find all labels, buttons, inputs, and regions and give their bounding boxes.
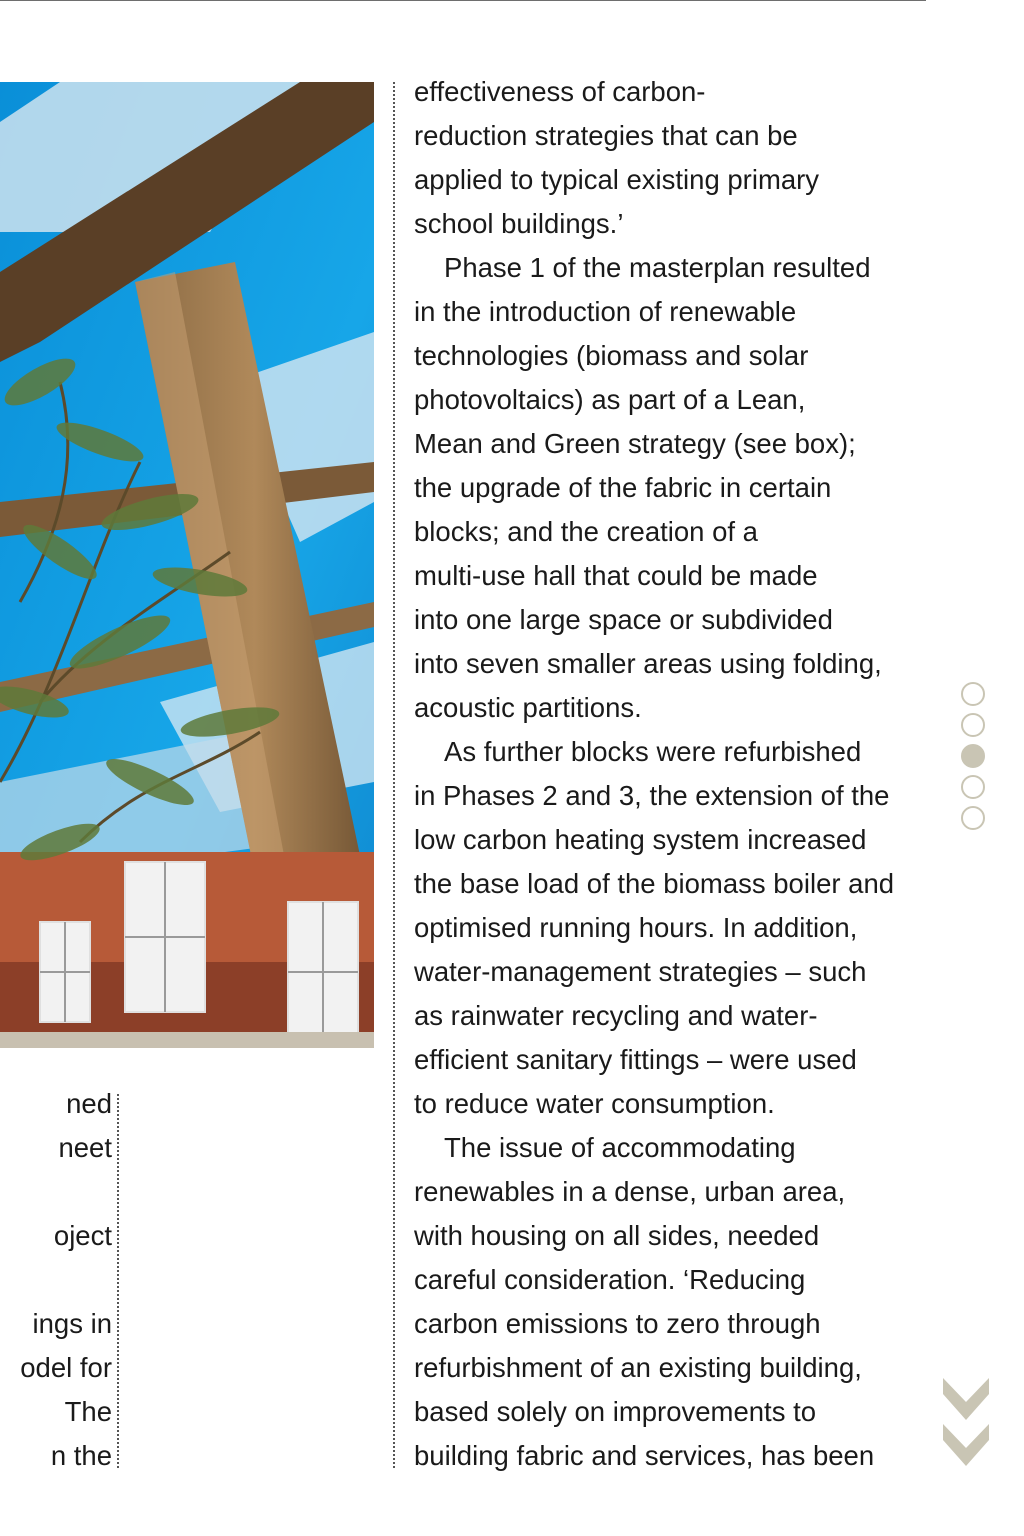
- column-divider-right: [393, 82, 395, 1468]
- double-chevron-down-icon[interactable]: [943, 1378, 989, 1474]
- paragraph-line: blocks; and the creation of a: [414, 516, 758, 547]
- paragraph-line: low carbon heating system increased: [414, 824, 867, 855]
- fragment-line: ings in: [32, 1308, 112, 1339]
- paragraph-line: as rainwater recycling and water-: [414, 1000, 818, 1031]
- main-text-column: [414, 70, 934, 1478]
- fragment-line: The: [64, 1396, 112, 1427]
- column-divider-left: [117, 1094, 119, 1468]
- fragment-line: neet: [58, 1132, 112, 1163]
- paragraph-line: The issue of accommodating: [444, 1132, 796, 1163]
- paragraph-line: based solely on improvements to: [414, 1396, 817, 1427]
- fragment-line: odel for: [20, 1352, 112, 1383]
- paragraph-line: building fabric and services, has been: [414, 1440, 875, 1471]
- paragraph-line: into one large space or subdivided: [414, 604, 833, 635]
- left-text-column-fragment: [0, 1082, 112, 1478]
- paragraph-line: technologies (biomass and solar: [414, 340, 809, 371]
- paragraph-line: in Phases 2 and 3, the extension of the: [414, 780, 890, 811]
- paragraph-line: to reduce water consumption.: [414, 1088, 775, 1119]
- page-dot-3-active[interactable]: [961, 744, 985, 768]
- paragraph-line: renewables in a dense, urban area,: [414, 1176, 846, 1207]
- page-dot-2[interactable]: [961, 713, 985, 737]
- paragraph-line: the base load of the biomass boiler and: [414, 868, 895, 899]
- paragraph-line: careful consideration. ‘Reducing: [414, 1264, 806, 1295]
- paragraph-line: effectiveness of carbon-: [414, 76, 706, 107]
- page-indicator: [961, 682, 987, 837]
- paragraph-line: acoustic partitions.: [414, 692, 642, 723]
- paragraph-line: in the introduction of renewable: [414, 296, 797, 327]
- paragraph-line: optimised running hours. In addition,: [414, 912, 858, 943]
- page-dot-4[interactable]: [961, 775, 985, 799]
- paragraph-line: multi-use hall that could be made: [414, 560, 818, 591]
- paragraph-line: photovoltaics) as part of a Lean,: [414, 384, 806, 415]
- paragraph-line: As further blocks were refurbished: [444, 736, 862, 767]
- fragment-line: oject: [53, 1220, 112, 1251]
- paragraph-line: with housing on all sides, needed: [414, 1220, 820, 1251]
- paragraph-line: Phase 1 of the masterplan resulted: [444, 252, 871, 283]
- fragment-line: ned: [66, 1088, 112, 1119]
- page-dot-5[interactable]: [961, 806, 985, 830]
- paragraph-line: efficient sanitary fittings – were used: [414, 1044, 857, 1075]
- paragraph-line: applied to typical existing primary: [414, 164, 820, 195]
- fragment-line: n the: [50, 1440, 112, 1471]
- top-rule: [0, 0, 926, 1]
- page-dot-1[interactable]: [961, 682, 985, 706]
- paragraph-line: into seven smaller areas using folding,: [414, 648, 882, 679]
- paragraph-line: school buildings.’: [414, 208, 624, 239]
- paragraph-line: the upgrade of the fabric in certain: [414, 472, 832, 503]
- paragraph-line: Mean and Green strategy (see box);: [414, 428, 856, 459]
- paragraph-line: reduction strategies that can be: [414, 120, 798, 151]
- paragraph-line: carbon emissions to zero through: [414, 1308, 821, 1339]
- paragraph-line: refurbishment of an existing building,: [414, 1352, 862, 1383]
- canopy-photo: [0, 82, 374, 1048]
- paragraph-line: water-management strategies – such: [414, 956, 867, 987]
